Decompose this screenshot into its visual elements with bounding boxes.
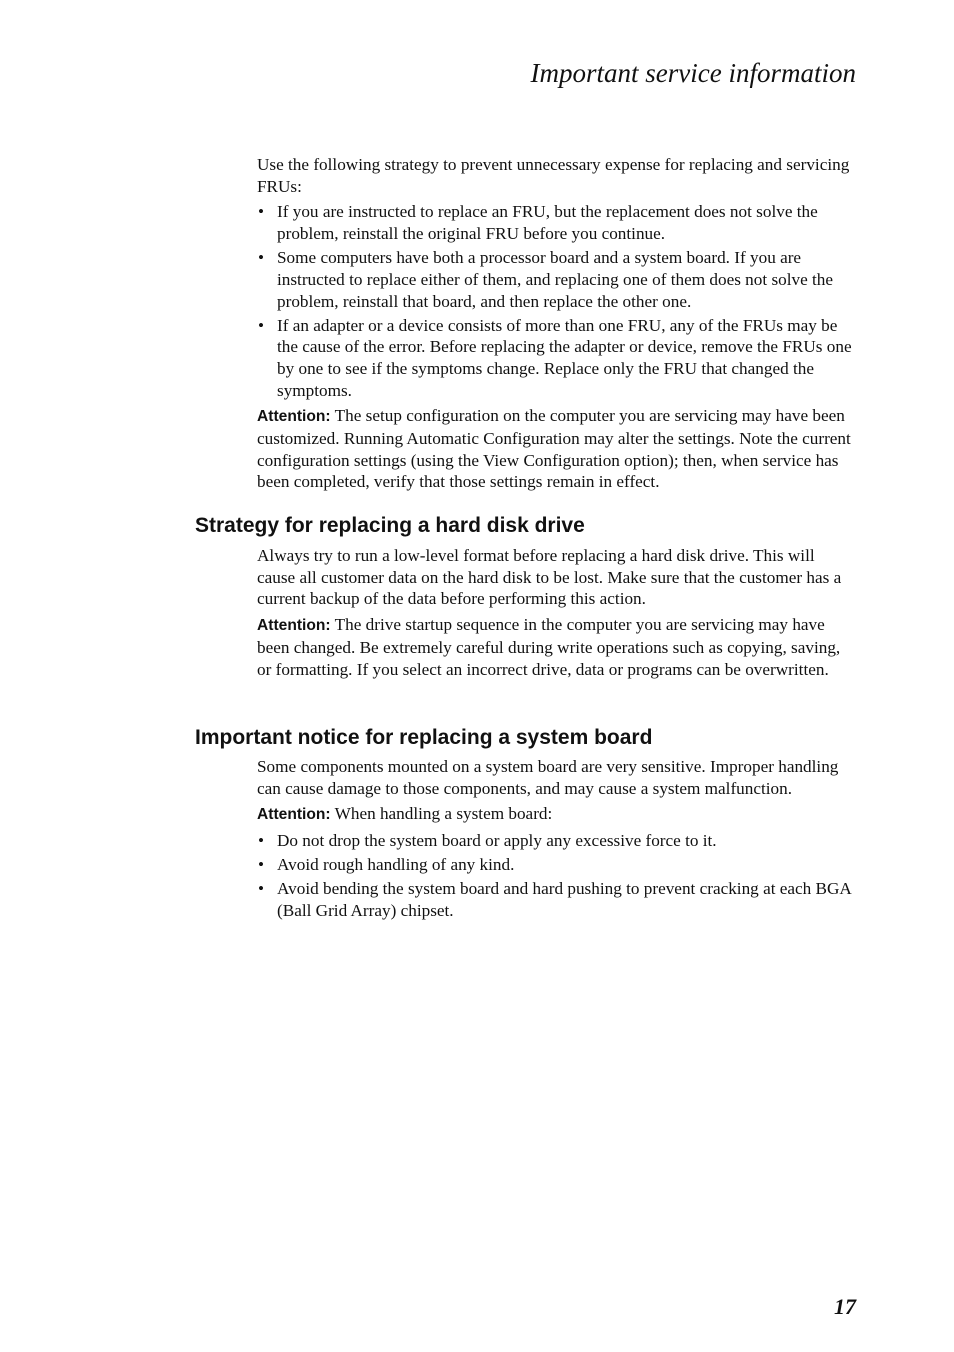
list-item-text: Do not drop the system board or apply any excessive force to it.	[277, 831, 717, 851]
bullet-glyph: •	[258, 879, 265, 899]
list-item-text: If an adapter or a device consists of more than one FRU, any of the FRUs may be the cause of the error. Before replacing the adapter or device, remove the FRUs one by one to see if the symptoms change. Replace only the FRU that changed the symptoms.	[277, 315, 852, 400]
attention-text: When handling a system board:	[334, 804, 553, 824]
list-item-text: Some computers have both a processor board and a system board. If you are instructed to replace either of them, and replacing one of them does not solve the problem, reinstall that board, and then replace the other one.	[277, 248, 834, 311]
attention-text: The setup configuration on the computer you are servicing may have been customized. Running Automatic Configuration may alter the settings. Note the current configuration settings (using the View Configuration option); then, when service has been completed, verify that those settings remain in effect.	[257, 406, 851, 492]
list-item	[257, 878, 857, 921]
list-item	[257, 247, 857, 312]
list-item-text: Avoid bending the system board and hard pushing to prevent cracking at each BGA (Ball Grid Array) chipset.	[277, 879, 851, 920]
attention-label: Attention:	[257, 806, 331, 824]
bullet-glyph: •	[258, 248, 265, 268]
intro-block	[257, 154, 857, 497]
page-number: 17	[834, 1294, 856, 1319]
list-item	[257, 315, 857, 402]
section-heading-hard-disk: Strategy for replacing a hard disk drive	[195, 514, 585, 537]
list-item-text: Avoid rough handling of any kind.	[277, 855, 515, 875]
system-board-block	[257, 756, 857, 926]
hard-disk-paragraph: Always try to run a low-level format before replacing a hard disk drive. This will cause all customer data on the hard disk to be lost. Make sure that the customer has a current backup of the data before performing this action.	[257, 546, 842, 609]
system-board-bullet-list	[257, 830, 857, 921]
attention-note	[257, 614, 857, 680]
bullet-glyph: •	[258, 831, 265, 851]
attention-label: Attention:	[257, 408, 331, 426]
bullet-glyph: •	[258, 315, 265, 335]
intro-paragraph: Use the following strategy to prevent unnecessary expense for replacing and servicing FRUs:	[257, 155, 850, 196]
attention-label: Attention:	[257, 617, 331, 635]
list-item	[257, 854, 857, 876]
hard-disk-block	[257, 545, 857, 684]
bullet-glyph: •	[258, 202, 265, 222]
running-header-title: Important service information	[530, 58, 856, 88]
list-item	[257, 201, 857, 244]
attention-text: The drive startup sequence in the computer you are servicing may have been changed. Be extremely careful during write operations such as copying, saving, or formatting. If you select an incorrect drive, data or programs can be overwritten.	[257, 615, 841, 679]
bullet-glyph: •	[258, 855, 265, 875]
attention-note	[257, 405, 857, 493]
attention-note	[257, 803, 857, 826]
list-item-text: If you are instructed to replace an FRU, but the replacement does not solve the problem, reinstall the original FRU before you continue.	[277, 202, 818, 244]
system-board-paragraph: Some components mounted on a system board are very sensitive. Improper handling can cause damage to those components, and may cause a system malfunction.	[257, 757, 839, 798]
list-item	[257, 830, 857, 852]
intro-bullet-list	[257, 201, 857, 401]
section-heading-system-board: Important notice for replacing a system board	[195, 726, 653, 749]
